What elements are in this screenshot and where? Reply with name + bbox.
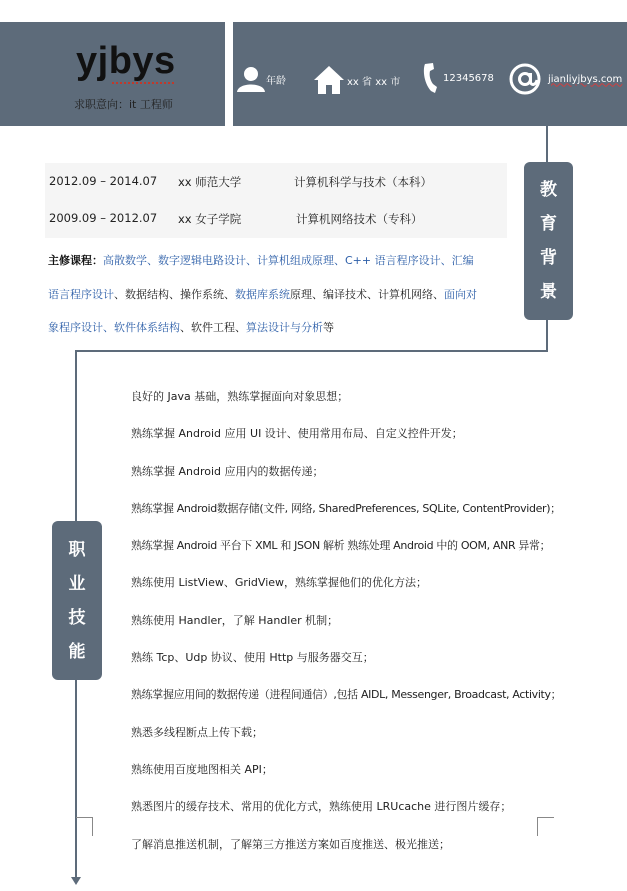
skill-item: 熟练使用百度地图相关 API； — [131, 762, 273, 776]
age-label: 年龄 — [266, 75, 286, 87]
skill-item: 熟练使用 Handler，了解 Handler 机制； — [131, 613, 339, 627]
connector-left-vertical-top — [75, 350, 77, 522]
phone-text: 12345678 — [443, 72, 494, 84]
edu-major-1: 计算机科学与技术（本科） — [294, 175, 432, 189]
margin-corner-right — [537, 817, 554, 836]
skill-item: 熟练掌握 Android 平台下 XML 和 JSON 解析 熟练处理 Android 中的 OOM, ANR 异常； — [131, 539, 551, 553]
edu-school-2: xx 女子学院 — [178, 212, 242, 226]
edu-school-1: xx 师范大学 — [178, 175, 242, 189]
home-icon — [313, 65, 345, 95]
header-phone — [422, 62, 494, 94]
edu-period-1: 2012.09 – 2014.07 — [49, 174, 158, 188]
skill-item: 熟练掌握 Android 应用内的数据传递； — [131, 464, 324, 478]
connector-edu-vertical — [546, 320, 548, 351]
at-icon — [508, 63, 542, 95]
skills-list — [131, 378, 561, 863]
skill-item: 了解消息推送机制，了解第三方推送方案如百度推送、极光推送； — [131, 837, 450, 851]
skill-item: 熟练掌握 Android数据存储(文件, 网络, SharedPreferences, SQLite, ContentProvider)； — [131, 501, 561, 515]
header-age — [236, 66, 286, 92]
skill-item: 熟练掌握 Android 应用 UI 设计、使用常用布局、自定义控件开发； — [131, 427, 463, 441]
skill-item: 良好的 Java 基础，熟练掌握面向对象思想； — [131, 390, 349, 403]
skill-item: 熟悉图片的缓存技术、常用的优化方式，熟练使用 LRUcache 进行图片缓存； — [131, 800, 512, 814]
applicant-name: yjbys — [76, 40, 176, 82]
person-icon — [236, 66, 266, 92]
skill-item: 熟练 Tcp、Udp 协议、使用 Http 与服务器交互； — [131, 651, 374, 665]
margin-corner-left — [76, 817, 93, 836]
address-text: xx 省 xx 市 — [347, 76, 401, 88]
connector-left-vertical-bottom — [75, 680, 77, 878]
header-address — [313, 65, 400, 95]
courses-label: 主修课程： — [48, 254, 103, 267]
edu-period-2: 2009.09 – 2012.07 — [49, 211, 158, 225]
skill-item: 熟悉多线程断点上传下载； — [131, 725, 263, 739]
arrow-down-icon — [71, 877, 81, 885]
connector-horizontal — [75, 350, 548, 352]
skill-item: 熟练掌握应用间的数据传递（进程间通信）,包括 AIDL, Messenger, Broadcast, Activity； — [131, 688, 562, 702]
phone-icon — [422, 62, 442, 94]
connector-top-vertical — [546, 126, 548, 162]
skills-section-label: 职 业 技 能 — [52, 521, 102, 680]
job-intent: 求职意向：it 工程师 — [74, 98, 173, 111]
courses-paragraph: 主修课程：高散数学、数字逻辑电路设计、计算机组成原理、C++ 语言程序设计、汇编 语言程序设计、数据结构、操作系统、数据库系统原理、编译技术、计算机网络、面向对 象程序设计、软件体系结构、软件工程、算法设计与分析等 — [48, 254, 477, 334]
education-section-label: 教 育 背 景 — [524, 162, 573, 320]
name-spellcheck-underline — [112, 82, 174, 84]
email-text: jianliyjbys.com — [548, 73, 623, 85]
header-email — [508, 63, 622, 95]
skill-item: 熟练使用 ListView、GridView，熟练掌握他们的优化方法； — [131, 576, 428, 590]
edu-major-2: 计算机网络技术（专科） — [296, 212, 423, 226]
